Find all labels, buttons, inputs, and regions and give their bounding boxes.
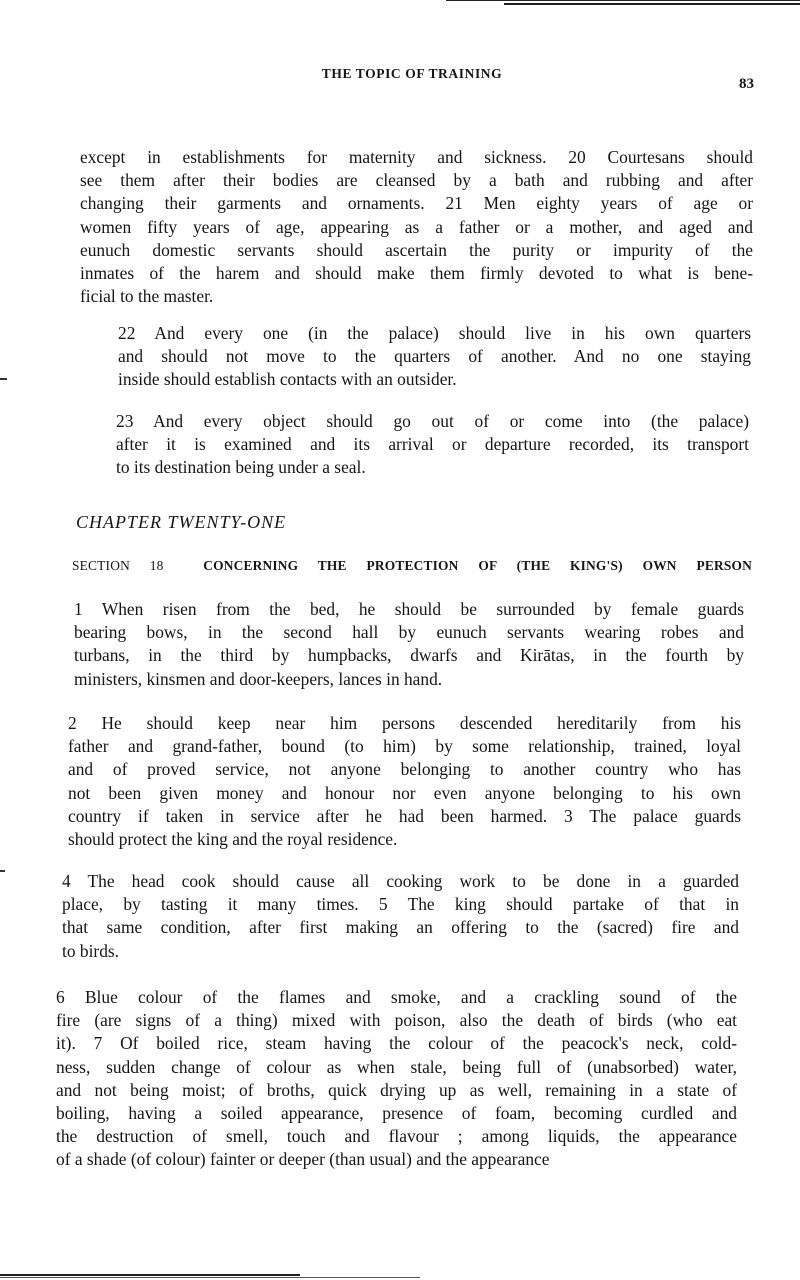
paragraph — [56, 986, 737, 1172]
paragraph — [62, 870, 739, 963]
text-line: after it is examined and its arrival or departure recorded, its transport — [116, 434, 749, 455]
text-line: inmates of the harem and should make them firmly devoted to what is bene- — [80, 263, 753, 284]
text-line: women fifty years of age, appearing as a father or a mother, and aged and — [80, 216, 753, 237]
text-line: ficial to the master. — [80, 286, 214, 307]
text-line: ness, sudden change of colour as when stale, being full of (unabsorbed) water, — [56, 1056, 737, 1077]
paragraph — [116, 410, 749, 480]
section-label: SECTION 18 — [72, 558, 164, 573]
text-line: and should not move to the quarters of another. And no one staying — [118, 346, 751, 367]
text-line: and not being moist; of broths, quick drying up as well, remaining in a state of — [56, 1079, 737, 1100]
text-line: ministers, kinsmen and door-keepers, lances in hand. — [74, 668, 443, 689]
paragraph — [68, 712, 741, 851]
text-line: turbans, in the third by humpbacks, dwarfs and Kirātas, in the fourth by — [74, 645, 744, 666]
text-line: 23 And every object should go out of or come into (the palace) — [116, 411, 749, 431]
section-heading — [72, 558, 752, 574]
scan-edge-line — [504, 3, 800, 5]
text-line: of a shade (of colour) fainter or deeper (than usual) and the appearance — [56, 1149, 550, 1170]
text-line: the destruction of smell, touch and flavour ; among liquids, the appearance — [56, 1126, 737, 1147]
paragraph — [80, 146, 753, 308]
text-line: 4 The head cook should cause all cooking work to be done in a guarded — [62, 871, 739, 891]
paragraph — [118, 322, 751, 392]
text-line: and of proved service, not anyone belonging to another country who has — [68, 759, 741, 780]
text-line: should protect the king and the royal residence. — [68, 829, 398, 850]
text-line: 1 When risen from the bed, he should be surrounded by female guards — [74, 599, 744, 619]
text-line: 2 He should keep near him persons descended hereditarily from his — [68, 713, 741, 733]
text-line: changing their garments and ornaments. 21 Men eighty years of age or — [80, 193, 753, 214]
scan-speck — [0, 870, 5, 872]
text-line: it). 7 Of boiled rice, steam having the colour of the peacock's neck, cold- — [56, 1033, 737, 1054]
text-line: father and grand-father, bound (to him) by some relationship, trained, loyal — [68, 736, 741, 757]
text-line: fire (are signs of a thing) mixed with poison, also the death of birds (who eat — [56, 1010, 737, 1031]
section-title: CONCERNING THE PROTECTION OF (THE KING'S) OWN PERSON — [203, 558, 753, 573]
scan-edge-line — [0, 1277, 420, 1278]
text-line: see them after their bodies are cleansed by a bath and rubbing and after — [80, 170, 753, 191]
running-title: THE TOPIC OF TRAINING — [321, 66, 503, 81]
text-line: inside should establish contacts with an outsider. — [118, 369, 457, 390]
text-line: 22 And every one (in the palace) should live in his own quarters — [118, 323, 751, 343]
text-line: to birds. — [62, 940, 120, 961]
text-line: that same condition, after first making an offering to the (sacred) fire and — [62, 917, 739, 938]
text-line: place, by tasting it many times. 5 The king should partake of that in — [62, 894, 739, 915]
text-line: except in establishments for maternity and sickness. 20 Courtesans should — [80, 147, 753, 167]
text-line: boiling, having a soiled appearance, presence of foam, becoming curdled and — [56, 1103, 737, 1124]
text-line: to its destination being under a seal. — [116, 457, 366, 478]
scan-edge-line — [0, 1274, 300, 1276]
text-line: not been given money and honour nor even anyone belonging to his own — [68, 782, 741, 803]
text-line: bearing bows, in the second hall by eunuch servants wearing robes and — [74, 622, 744, 643]
text-line: 6 Blue colour of the flames and smoke, and a crackling sound of the — [56, 987, 737, 1007]
scan-speck — [0, 378, 7, 380]
scan-edge-line — [446, 0, 800, 1]
text-line: country if taken in service after he had been harmed. 3 The palace guards — [68, 805, 741, 826]
chapter-heading: CHAPTER TWENTY-ONE — [76, 512, 287, 532]
text-line: eunuch domestic servants should ascertain the purity or impurity of the — [80, 239, 753, 260]
page-number: 83 — [739, 76, 754, 92]
paragraph — [74, 598, 744, 691]
